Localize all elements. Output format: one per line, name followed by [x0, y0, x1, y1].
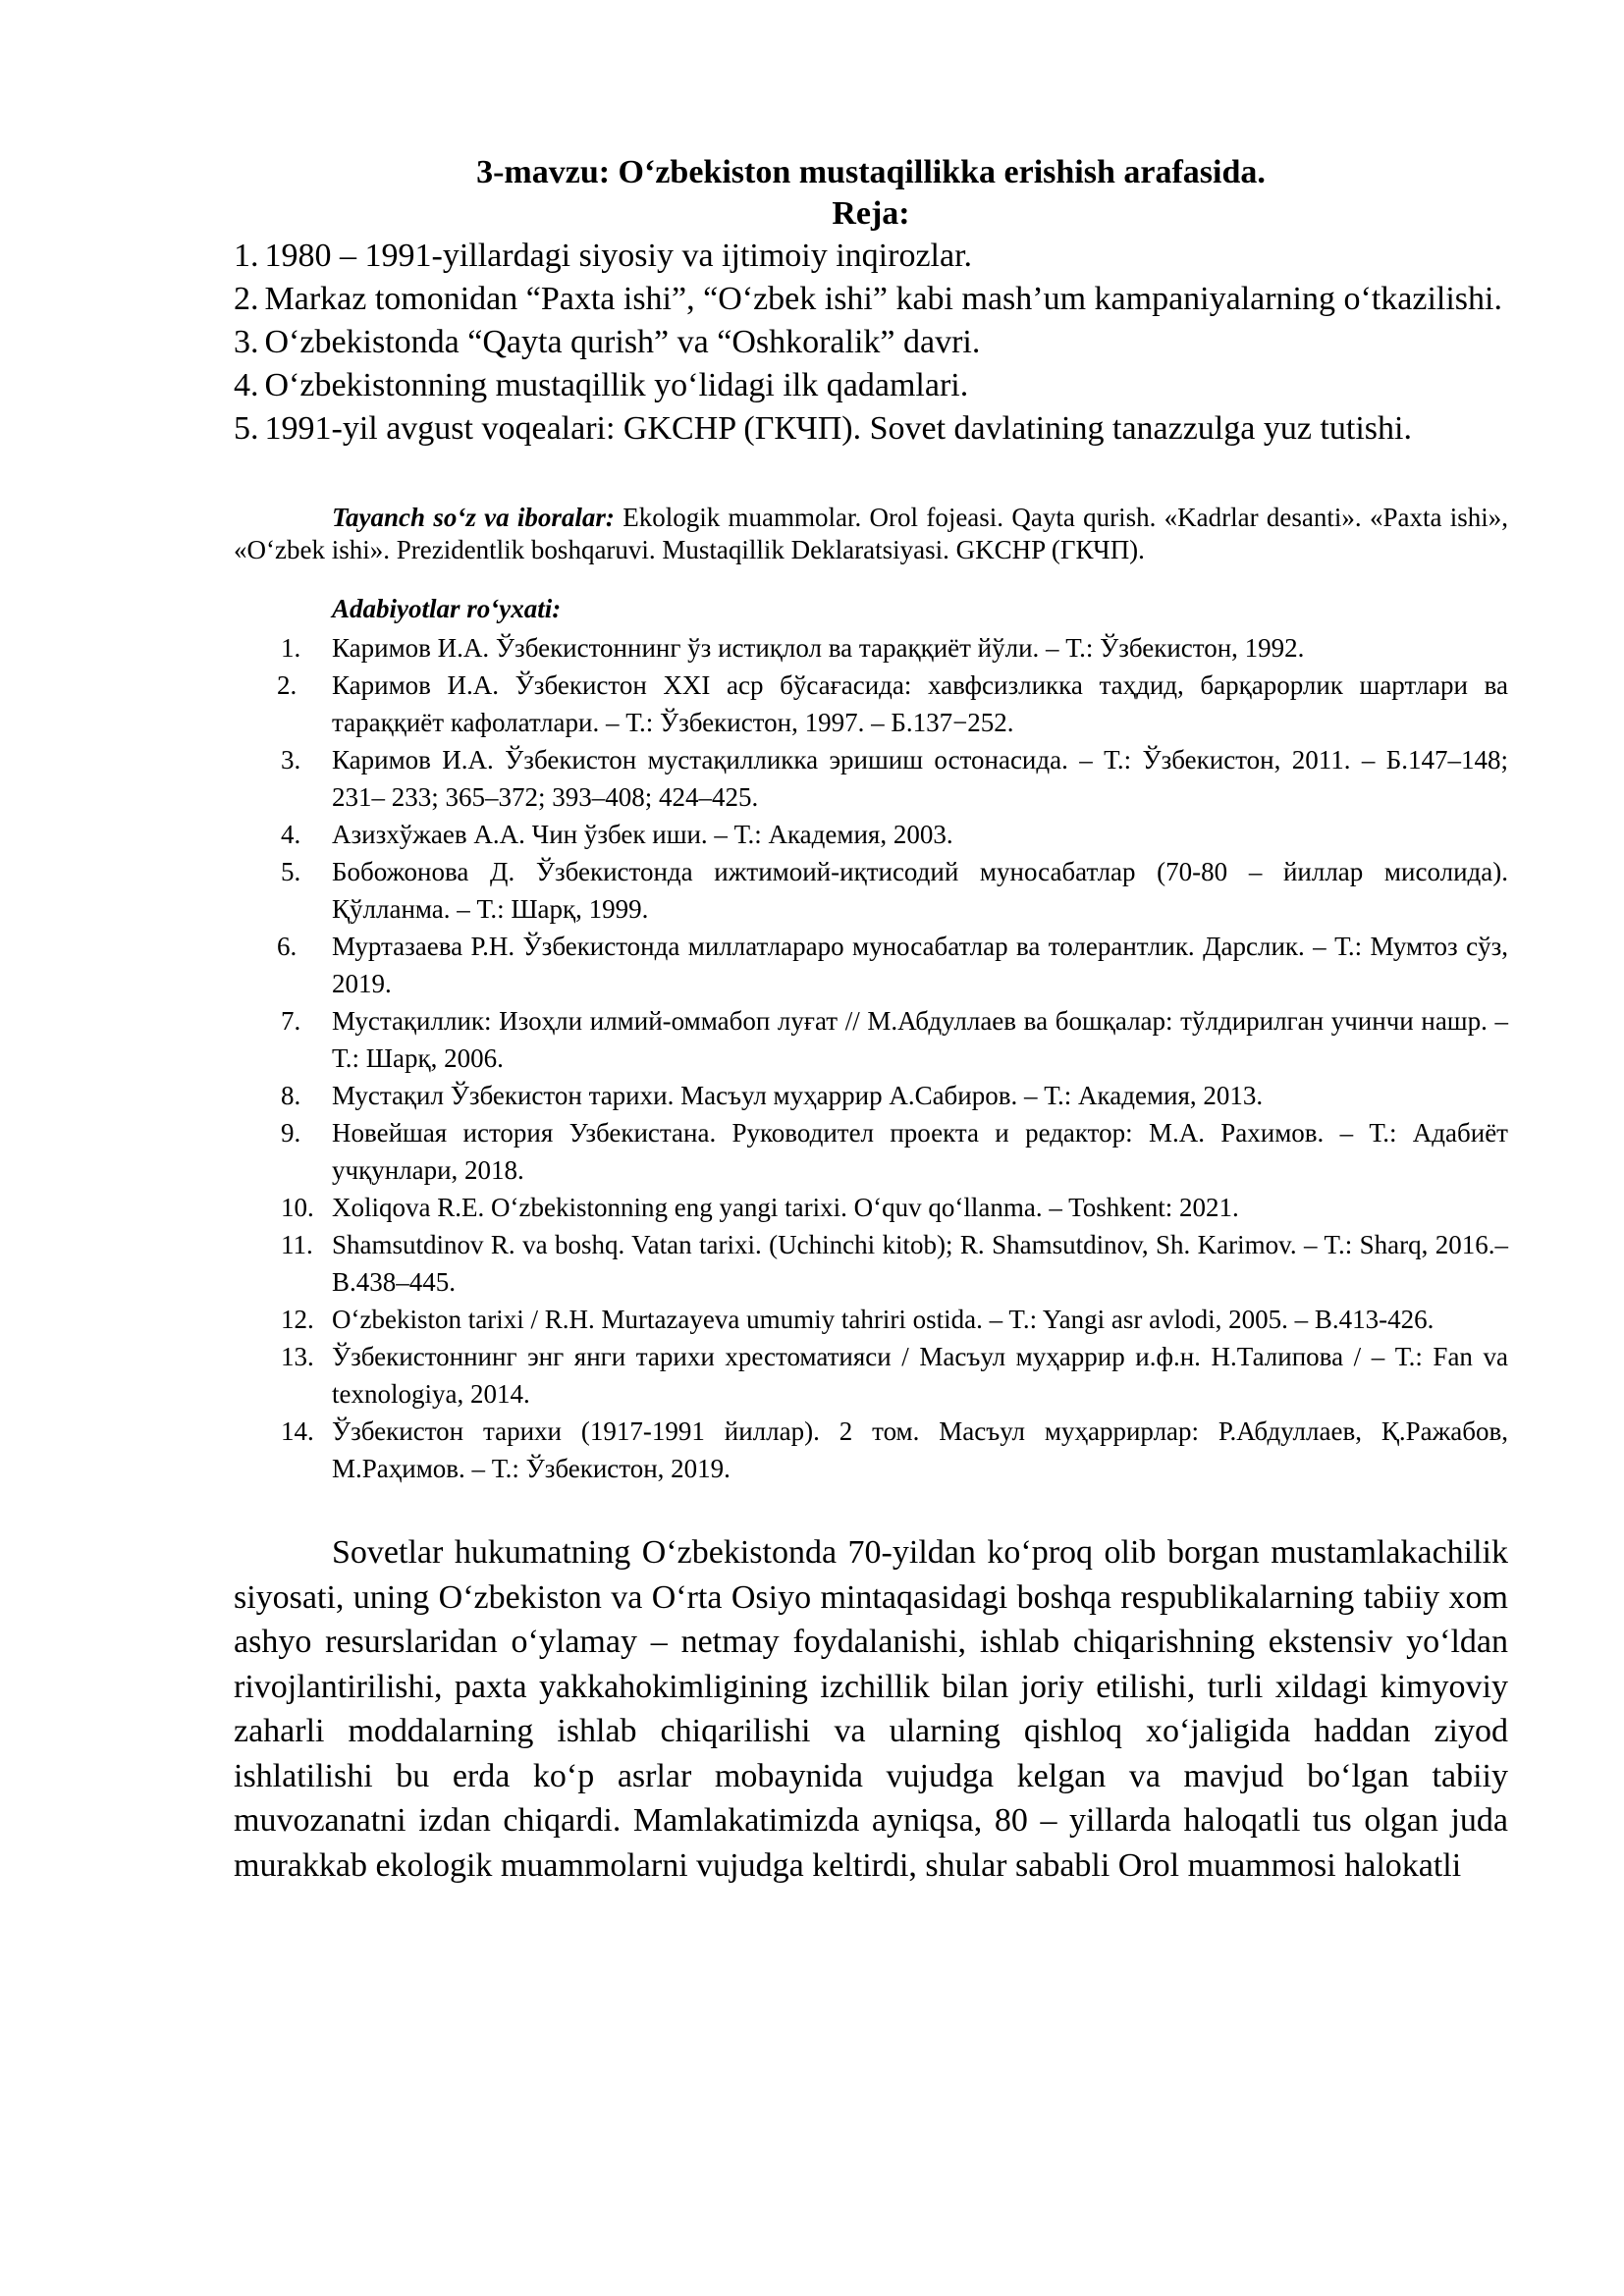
bibliography-text: Каримов И.А. Ўзбекистоннинг ўз истиқлол ва тараққиёт йўли. – Т.: Ўзбекистон, 1992.	[332, 633, 1305, 663]
bibliography-text: Мустақил Ўзбекистон тарихи. Масъул муҳаррир А.Сабиров. – Т.: Академия, 2013.	[332, 1081, 1264, 1110]
plan-item	[234, 407, 1508, 451]
bibliography-text: Азизхўжаев А.А. Чин ўзбек иши. – Т.: Академия, 2003.	[332, 820, 953, 849]
bibliography-number: 7.	[281, 1006, 301, 1036]
plan-item-number: 4.	[234, 367, 259, 403]
bibliography-number: 10.	[281, 1193, 314, 1222]
bibliography-text: Shamsutdinov R. va boshq. Vatan tarixi. (Uchinchi kitob); R. Shamsutdinov, Sh. Karimov. – T.: Sharq, 2016.– B.438–445.	[332, 1230, 1508, 1297]
bibliography-text: Мустақиллик: Изоҳли илмий-оммабоп луғат // М.Абдуллаев ва бошқалар: тўлдирилган учинчи нашр. – Т.: Шарқ, 2006.	[332, 1006, 1508, 1073]
plan-item-number: 5.	[234, 410, 259, 447]
plan-item-number: 3.	[234, 324, 259, 360]
bibliography-text: Каримов И.А. Ўзбекистон XXI аср бўсағасида: хавфсизликка таҳдид, барқарорлик шартлари ва тараққиёт кафолатлари. – Т.: Ўзбекистон, 1997. – Б.137−252.	[332, 670, 1508, 737]
plan-item	[234, 364, 1508, 407]
plan-heading: Reja:	[832, 195, 910, 232]
bibliography-number: 14.	[281, 1416, 314, 1446]
body-paragraph: Sovetlar hukumatning O‘zbekistonda 70-yildan ko‘proq olib borgan mustamlakachilik siyosati, uning O‘zbekiston va O‘rta Osiyo mintaqasidagi boshqa respublikalarning tabiiy xom ashyo resurslaridan o‘ylamay – netmay foydalanishi, ishlab chiqarishning ekstensiv yo‘ldan rivojlantirilishi, paxta yakkahokimligining izchillik bilan joriy etilishi, turli xildagi kimyoviy zaharli moddalarning ishlab chiqarilishi va ularning qishloq xo‘jaligida haddan ziyod ishlatilishi bu erda ko‘p asrlar mobaynida vujudga kelgan va mavjud bo‘lgan tabiiy muvozanatni izdan chiqardi. Mamlakatimizda ayniqsa, 80 – yillarda haloqatli tus olgan juda murakkab ekologik muammolarni vujudga keltirdi, shular sababli Orol muammosi halokatli	[234, 1534, 1508, 1884]
plan-item-number: 1.	[234, 238, 259, 274]
bibliography-text: Муртазаева Р.Н. Ўзбекистонда миллатлараро муносабатлар ва толерантлик. Дарслик. – Т.: Мумтоз сўз, 2019.	[332, 932, 1508, 998]
plan-item	[234, 321, 1508, 364]
bibliography-text: O‘zbekiston tarixi / R.H. Murtazayeva umumiy tahriri ostida. – T.: Yangi asr avlodi, 2005. – B.413-426.	[332, 1305, 1435, 1334]
bibliography-item	[234, 1301, 1508, 1338]
keywords-text: Ekologik muammolar. Orol fojeasi. Qayta qurish. «Kadrlar desanti». «Paxta ishi», «O‘zbek ishi». Prezidentlik boshqaruvi. Mustaqillik Deklaratsiyasi. GKCHP (ГКЧП).	[234, 503, 1508, 564]
plan-item-text: 1980 – 1991-yillardagi siyosiy va ijtimoiy inqirozlar.	[264, 238, 973, 274]
bibliography-item	[234, 1077, 1508, 1114]
bibliography-item	[234, 1002, 1508, 1077]
bibliography-item	[234, 1226, 1508, 1301]
bibliography-item	[234, 741, 1508, 816]
bibliography-text: Ўзбекистоннинг энг янги тарихи хрестоматияси / Масъул муҳаррир и.ф.н. Н.Талипова / – Т.: Fan va texnologiya, 2014.	[332, 1342, 1508, 1409]
bibliography-number: 1.	[281, 633, 301, 663]
plan-list	[234, 235, 1508, 451]
bibliography-number: 12.	[281, 1305, 314, 1334]
plan-item-text: O‘zbekistonda “Qayta qurish” va “Oshkoralik” davri.	[264, 324, 981, 360]
plan-item-text: O‘zbekistonning mustaqillik yo‘lidagi ilk qadamlari.	[264, 367, 969, 403]
keywords-paragraph	[234, 502, 1508, 566]
bibliography-number: 8.	[281, 1081, 301, 1110]
bibliography-number: 4.	[281, 820, 301, 849]
keywords-label: Tayanch so‘z va iboralar:	[332, 503, 615, 532]
bibliography-heading: Adabiyotlar ro‘yxati:	[332, 594, 562, 623]
bibliography-number: 13.	[281, 1342, 314, 1371]
bibliography-item	[234, 1114, 1508, 1189]
plan-item	[234, 278, 1508, 321]
bibliography-number: 11.	[281, 1230, 313, 1259]
bibliography-text: Ўзбекистон тарихи (1917-1991 йиллар). 2 том. Масъул муҳаррирлар: Р.Абдуллаев, Қ.Ражабов, М.Раҳимов. – Т.: Ўзбекистон, 2019.	[332, 1416, 1508, 1483]
bibliography-item	[234, 1413, 1508, 1487]
bibliography-item	[234, 816, 1508, 853]
bibliography-item	[234, 1189, 1508, 1226]
bibliography-number: 9.	[281, 1118, 301, 1148]
plan-item-text: Markaz tomonidan “Paxta ishi”, “O‘zbek ishi” kabi mash’um kampaniyalarning o‘tkazilishi.	[264, 281, 1502, 317]
bibliography-item	[234, 667, 1508, 741]
bibliography-text: Бобожонова Д. Ўзбекистонда ижтимоий-иқтисодий муносабатлар (70-80 – йиллар мисолида). Қўлланма. – Т.: Шарқ, 1999.	[332, 857, 1508, 924]
bibliography-item	[234, 928, 1508, 1002]
bibliography-text: Каримов И.А. Ўзбекистон мустақилликка эришиш остонасида. – Т.: Ўзбекистон, 2011. – Б.147–148; 231– 233; 365–372; 393–408; 424–425.	[332, 745, 1508, 812]
plan-item-number: 2.	[234, 281, 259, 317]
bibliography-number: 6.	[277, 932, 298, 961]
document-page	[234, 152, 1508, 1921]
bibliography-item	[234, 853, 1508, 928]
bibliography-item	[234, 629, 1508, 667]
bibliography-number: 5.	[281, 857, 301, 886]
plan-item	[234, 235, 1508, 278]
bibliography-text: Новейшая история Узбекистана. Руководител проекта и редактор: М.А. Рахимов. – Т.: Адабиёт учқунлари, 2018.	[332, 1118, 1508, 1185]
plan-item-text: 1991-yil avgust voqealari: GKCHP (ГКЧП). Sovet davlatining tanazzulga yuz tutishi.	[264, 410, 1412, 447]
lesson-title: 3-mavzu: O‘zbekiston mustaqillikka erishish arafasida.	[476, 154, 1266, 190]
bibliography-number: 2.	[277, 670, 298, 700]
bibliography-item	[234, 1338, 1508, 1413]
bibliography-number: 3.	[281, 745, 301, 774]
bibliography-list	[234, 629, 1508, 1487]
bibliography-text: Xoliqova R.E. O‘zbekistonning eng yangi tarixi. O‘quv qo‘llanma. – Toshkent: 2021.	[332, 1193, 1239, 1222]
